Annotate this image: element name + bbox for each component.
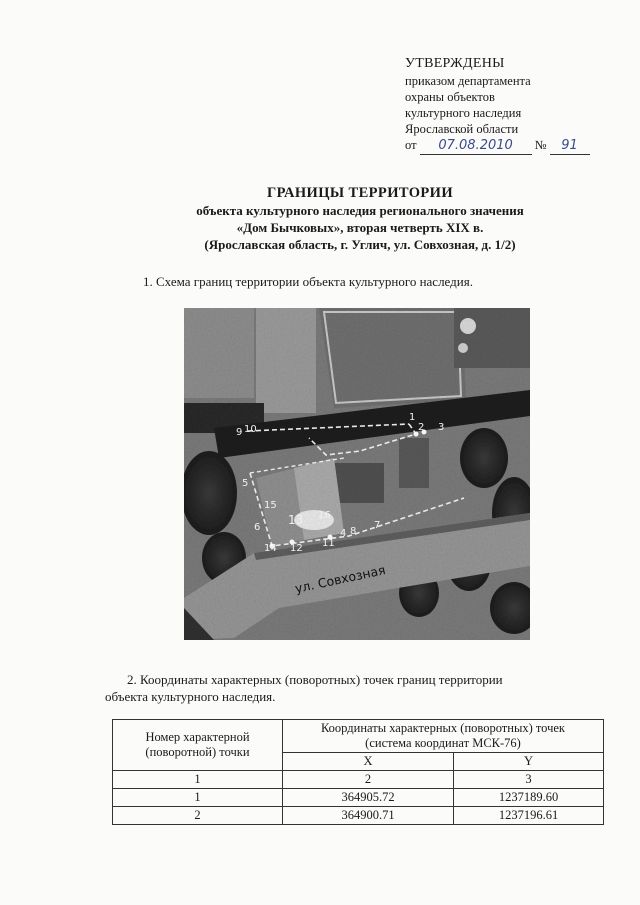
- point-label: 10: [244, 424, 257, 435]
- col2-header-line-1: Координаты характерных (поворотных) точек: [320, 721, 566, 735]
- point-label: 1: [409, 412, 416, 423]
- coordinates-table: [112, 719, 604, 825]
- handwritten-date: 07.08.2010: [420, 138, 532, 155]
- point-label: 9: [236, 427, 243, 438]
- coord-x: 364905.72: [283, 789, 454, 807]
- title-line-3: «Дом Бычковых», вторая четверть XIX в.: [236, 220, 484, 235]
- date-prefix: от: [405, 138, 417, 152]
- point-label: 2: [418, 422, 425, 433]
- table-index-row: [113, 771, 604, 789]
- table-row: [113, 789, 604, 807]
- col2-header: [283, 720, 604, 753]
- point-label: 7: [374, 520, 381, 531]
- table-header-row: [113, 720, 604, 753]
- approval-date-line: [405, 137, 605, 155]
- approval-block: [405, 56, 605, 155]
- point-label: 6: [254, 522, 261, 533]
- approval-line-4: Ярославской области: [405, 122, 519, 136]
- section-2-line-1: 2. Координаты характерных (поворотных) точек границ территории: [127, 672, 503, 687]
- section-2-line-2: объекта культурного наследия.: [105, 689, 276, 704]
- index-cell: 2: [283, 771, 454, 789]
- coord-x: 364900.71: [283, 807, 454, 825]
- point-label: 4: [340, 528, 347, 539]
- title-line-4: (Ярославская область, г. Углич, ул. Совхозная, д. 1/2): [204, 237, 516, 252]
- point-label: 13: [288, 513, 304, 527]
- point-label: 15: [264, 500, 277, 511]
- aerial-map: [184, 308, 530, 640]
- point-label: 12: [290, 543, 303, 554]
- number-sign: №: [534, 138, 547, 152]
- title-line-2: объекта культурного наследия регионального значения: [196, 203, 524, 218]
- col1-header: [113, 720, 283, 771]
- point-label: 16: [318, 510, 331, 521]
- col2-header-line-2: (система координат МСК-76): [365, 736, 521, 750]
- street-label: ул. Совхозная: [293, 562, 387, 596]
- index-cell: 1: [113, 771, 283, 789]
- sub-header-x: X: [283, 753, 454, 771]
- index-cell: 3: [454, 771, 604, 789]
- document-title: [100, 184, 620, 253]
- point-number: 2: [113, 807, 283, 825]
- col1-header-line-2: (поворотной) точки: [145, 745, 250, 759]
- point-label: 3: [438, 422, 445, 433]
- section-2-text: [105, 671, 613, 705]
- handwritten-number: 91: [550, 138, 590, 155]
- table-row: [113, 807, 604, 825]
- approval-heading: УТВЕРЖДЕНЫ: [405, 56, 505, 71]
- coord-y: 1237189.60: [454, 789, 604, 807]
- point-label: 8: [350, 526, 357, 537]
- coord-y: 1237196.61: [454, 807, 604, 825]
- approval-line-2: охраны объектов: [405, 90, 495, 104]
- title-main: ГРАНИЦЫ ТЕРРИТОРИИ: [266, 185, 454, 201]
- sub-header-y: Y: [454, 753, 604, 771]
- approval-line-1: приказом департамента: [405, 74, 531, 88]
- col1-header-line-1: Номер характерной: [145, 730, 250, 744]
- point-label: 11: [322, 538, 335, 549]
- point-number: 1: [113, 789, 283, 807]
- section-1-heading: 1. Схема границ территории объекта культурного наследия.: [143, 274, 473, 289]
- aerial-map-svg: [184, 308, 530, 640]
- point-label: 5: [242, 478, 249, 489]
- point-label: 14: [264, 543, 277, 554]
- approval-line-3: культурного наследия: [405, 106, 522, 120]
